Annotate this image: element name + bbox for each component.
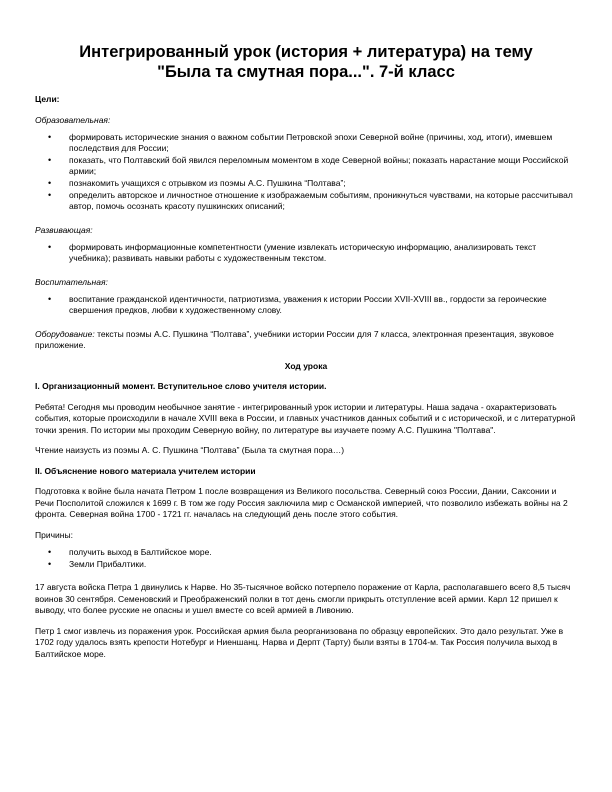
document-page bbox=[35, 42, 577, 669]
section-2-heading: II. Объяснение нового материала учителем истории bbox=[35, 465, 256, 476]
section-1-heading: I. Организационный момент. Вступительное слово учителя истории. bbox=[35, 381, 327, 392]
section-2-paragraph-1: Подготовка к войне была начата Петром 1 после возвращения из Великого посольства. Северный союз России, Дании, Саксонии и Речи Посполитой сложился к 1699 г. В том же году Россия заключила мир с Османской империей, что позволило избежать войны на 2 фронта. Северная война 1700 - 1721 гг. началась на следующий день после этого события. bbox=[35, 486, 568, 520]
reasons-list bbox=[35, 547, 577, 570]
section-2-paragraph-2: 17 августа войска Петра 1 двинулись к Нарве. Но 35-тысячное войско потерпело поражение от Карла, располагавшего всего 8,5 тысяч воинов 30 сентября. Семеновский и Преображенский полки в тот день смогли прикрыть отступление всей армии. Карл 12 пришел к выводу, что более русские не опасны и ушел вместе со всей армией в Ливонию. bbox=[35, 582, 571, 616]
list-item: • определить авторское и личностное отношение к изображаемым событиям, проникнуться чувствами, на которые рассчитывал автор, помочь осознать красоту пушкинских описаний; bbox=[35, 190, 577, 213]
section-1-paragraph-2: Чтение наизусть из поэмы А. С. Пушкина “Полтава” (Была та смутная пора…) bbox=[35, 445, 345, 456]
list-item: • формировать исторические знания о важном событии Петровской эпохи Северной войне (причины, ход, итоги), имевшем последствия для России; bbox=[35, 132, 577, 155]
list-item: • формировать информационные компетентности (умение извлекать историческую информацию, анализировать текст учебника); развивать навыки работы с художественным текстом. bbox=[35, 242, 577, 265]
equipment-label: Оборудование: bbox=[35, 328, 95, 339]
equipment-text: тексты поэмы А.С. Пушкина “Полтава”, учебники истории России для 7 класса, электронная презентация, звуковое приложение. bbox=[35, 328, 554, 351]
developing-list bbox=[35, 242, 577, 265]
title-line-2: "Была та смутная пора...". 7-й класс bbox=[157, 63, 455, 81]
list-item: • Земли Прибалтики. bbox=[35, 559, 577, 570]
title-line-1: Интегрированный урок (история + литература) на тему bbox=[79, 43, 533, 61]
section-2-paragraph-3: Петр 1 смог извлечь из поражения урок. Российская армия была реорганизована по образцу европейских. Это дало результат. Уже в 1702 году удалось взять крепости Нотебург и Ниеншанц. Нарва и Дерпт (Тарту) были взяты в 1704-м. Так Россия получила выход в Балтийское море. bbox=[35, 625, 564, 659]
page-title bbox=[35, 42, 577, 82]
list-item: • воспитание гражданской идентичности, патриотизма, уважения к истории России XVII-XVIII вв., гордости за героические свершения предков, любви к художественному слову. bbox=[35, 294, 577, 317]
educational-label: Образовательная: bbox=[35, 114, 111, 125]
goals-label: Цели: bbox=[35, 94, 60, 104]
developing-label: Развивающая: bbox=[35, 224, 93, 235]
section-1-paragraph-1: Ребята! Сегодня мы проводим необычное занятие - интегрированный урок истории и литературы. Наша задача - охарактеризовать события, которые происходили в начале XVIII века в России, и главных участников данных событий и с исторической, и с литературной точки зрения. По истории мы проходим Северную войну, по литературе вы изучаете поэму А.С. Пушкина "Полтава". bbox=[35, 401, 576, 435]
upbringing-list bbox=[35, 294, 577, 317]
list-item: • получить выход в Балтийское море. bbox=[35, 547, 577, 558]
reasons-label: Причины: bbox=[35, 529, 73, 540]
upbringing-label: Воспитательная: bbox=[35, 276, 108, 287]
list-item: • показать, что Полтавский бой явился переломным моментом в ходе Северной войны; показать нарастание мощи Российской армии; bbox=[35, 155, 577, 178]
equipment-paragraph bbox=[35, 329, 577, 352]
educational-list bbox=[35, 132, 577, 213]
list-item: • познакомить учащихся с отрывком из поэмы А.С. Пушкина “Полтава”; bbox=[35, 178, 577, 189]
lesson-heading: Ход урока bbox=[284, 360, 328, 371]
